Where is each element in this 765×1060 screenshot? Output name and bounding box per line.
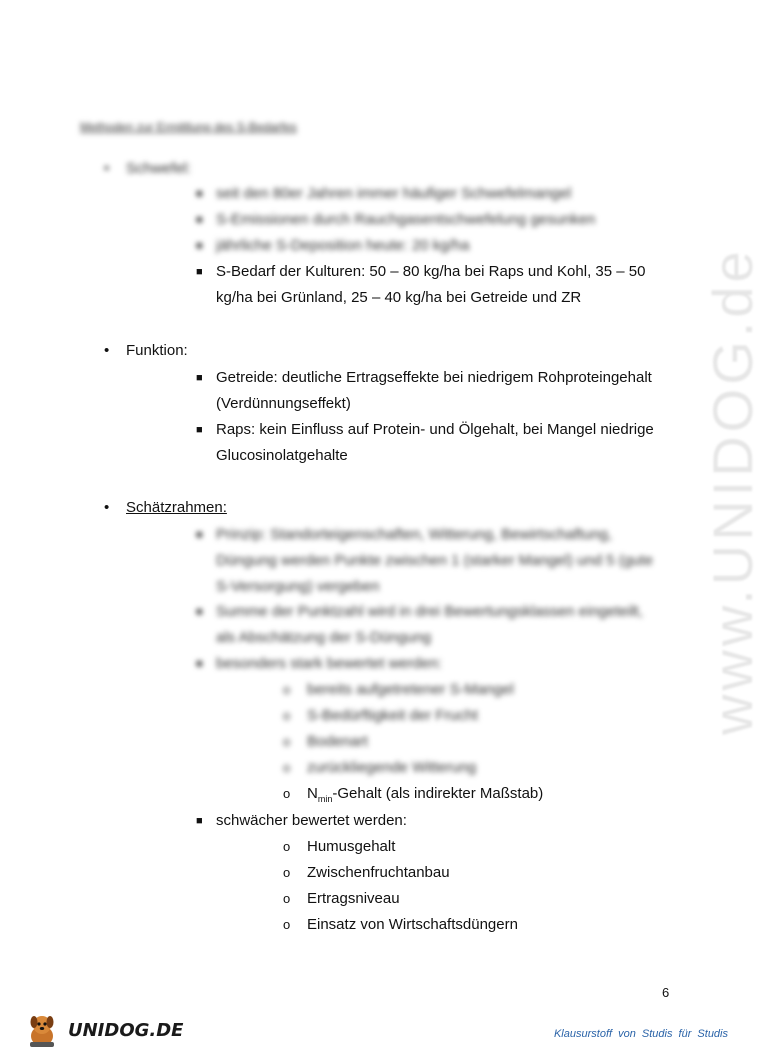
bullet-icon: • — [104, 499, 110, 516]
sub-list-item: o zurückliegende Witterung — [283, 755, 476, 781]
section-schwefel-title: • Schwefel: — [104, 160, 192, 177]
square-bullet-icon: ■ — [196, 424, 203, 436]
footer-slogan: Klausurstoff von Studis für Studis — [553, 1028, 728, 1040]
square-bullet-icon: ■ — [196, 214, 203, 226]
circle-bullet-icon: o — [283, 760, 291, 775]
footer-logo[interactable] — [22, 1010, 183, 1050]
list-item: ■ Getreide: deutliche Ertragseffekte bei niedrigem Rohproteingehalt (Verdünnungseffekt) — [196, 365, 666, 417]
square-bullet-icon: ■ — [196, 188, 203, 200]
square-bullet-icon: ■ — [196, 266, 203, 278]
dog-mascot-icon — [22, 1010, 62, 1050]
list-item: ■ schwächer bewertet werden: — [196, 808, 666, 834]
list-item: ■ Prinzip: Standorteigenschaften, Witterung, Bewirtschaftung, Düngung werden Punkte zwischen 1 (starker Mangel) und 5 (gute S-Versorgung) vergeben — [196, 522, 666, 600]
watermark: www.UNIDOG.de — [701, 247, 764, 735]
list-item: ■ Summe der Punktzahl wird in drei Bewertungsklassen eingeteilt, als Abschätzung der S-Düngung — [196, 599, 666, 651]
section-funktion-title: • Funktion: — [104, 342, 188, 359]
sub-list-item: o S-Bedürftigkeit der Frucht — [283, 703, 478, 729]
circle-bullet-icon: o — [283, 917, 291, 932]
circle-bullet-icon: o — [283, 786, 291, 801]
list-item: ■ Raps: kein Einfluss auf Protein- und Ölgehalt, bei Mangel niedrige Glucosinolatgehalte — [196, 417, 666, 469]
list-item: ■ S-Emissionen durch Rauchgasentschwefelung gesunken — [196, 207, 666, 233]
square-bullet-icon: ■ — [196, 372, 203, 384]
list-item: ■ seit den 80er Jahren immer häufiger Schwefelmangel — [196, 181, 666, 207]
circle-bullet-icon: o — [283, 891, 291, 906]
square-bullet-icon: ■ — [196, 606, 203, 618]
bullet-icon: • — [104, 342, 110, 359]
list-item: ■ jährliche S-Deposition heute: 20 kg/ha — [196, 233, 666, 259]
list-item: ■ besonders stark bewertet werden: — [196, 651, 666, 677]
square-bullet-icon: ■ — [196, 529, 203, 541]
sub-list-item: o Einsatz von Wirtschaftsdüngern — [283, 912, 518, 938]
section-schaetzrahmen-title: • Schätzrahmen: — [104, 499, 227, 516]
circle-bullet-icon: o — [283, 734, 291, 749]
page-number: 6 — [662, 985, 670, 1000]
page-heading: Methoden zur Ermittlung des S-Bedarfes — [80, 120, 297, 134]
square-bullet-icon: ■ — [196, 658, 203, 670]
sub-list-item: o Bodenart — [283, 729, 368, 755]
sub-list-item: o Zwischenfruchtanbau — [283, 860, 450, 886]
sub-list-item: o Ertragsniveau — [283, 886, 400, 912]
bullet-icon: • — [104, 160, 110, 177]
circle-bullet-icon: o — [283, 682, 291, 697]
sub-list-item: o bereits aufgetretener S-Mangel — [283, 677, 514, 703]
square-bullet-icon: ■ — [196, 240, 203, 252]
sub-list-item-nmin: o $N_{min}$-Gehalt (als indirekter Maßstab) — [283, 781, 543, 812]
circle-bullet-icon: o — [283, 839, 291, 854]
square-bullet-icon: ■ — [196, 815, 203, 827]
circle-bullet-icon: o — [283, 865, 291, 880]
list-item: ■ S-Bedarf der Kulturen: 50 – 80 kg/ha bei Raps und Kohl, 35 – 50 kg/ha bei Grünland, 25 – 40 kg/ha bei Getreide und ZR — [196, 259, 666, 311]
sub-list-item: o Humusgehalt — [283, 834, 395, 860]
logo-text: UNIDOG.DE — [68, 1019, 184, 1041]
circle-bullet-icon: o — [283, 708, 291, 723]
